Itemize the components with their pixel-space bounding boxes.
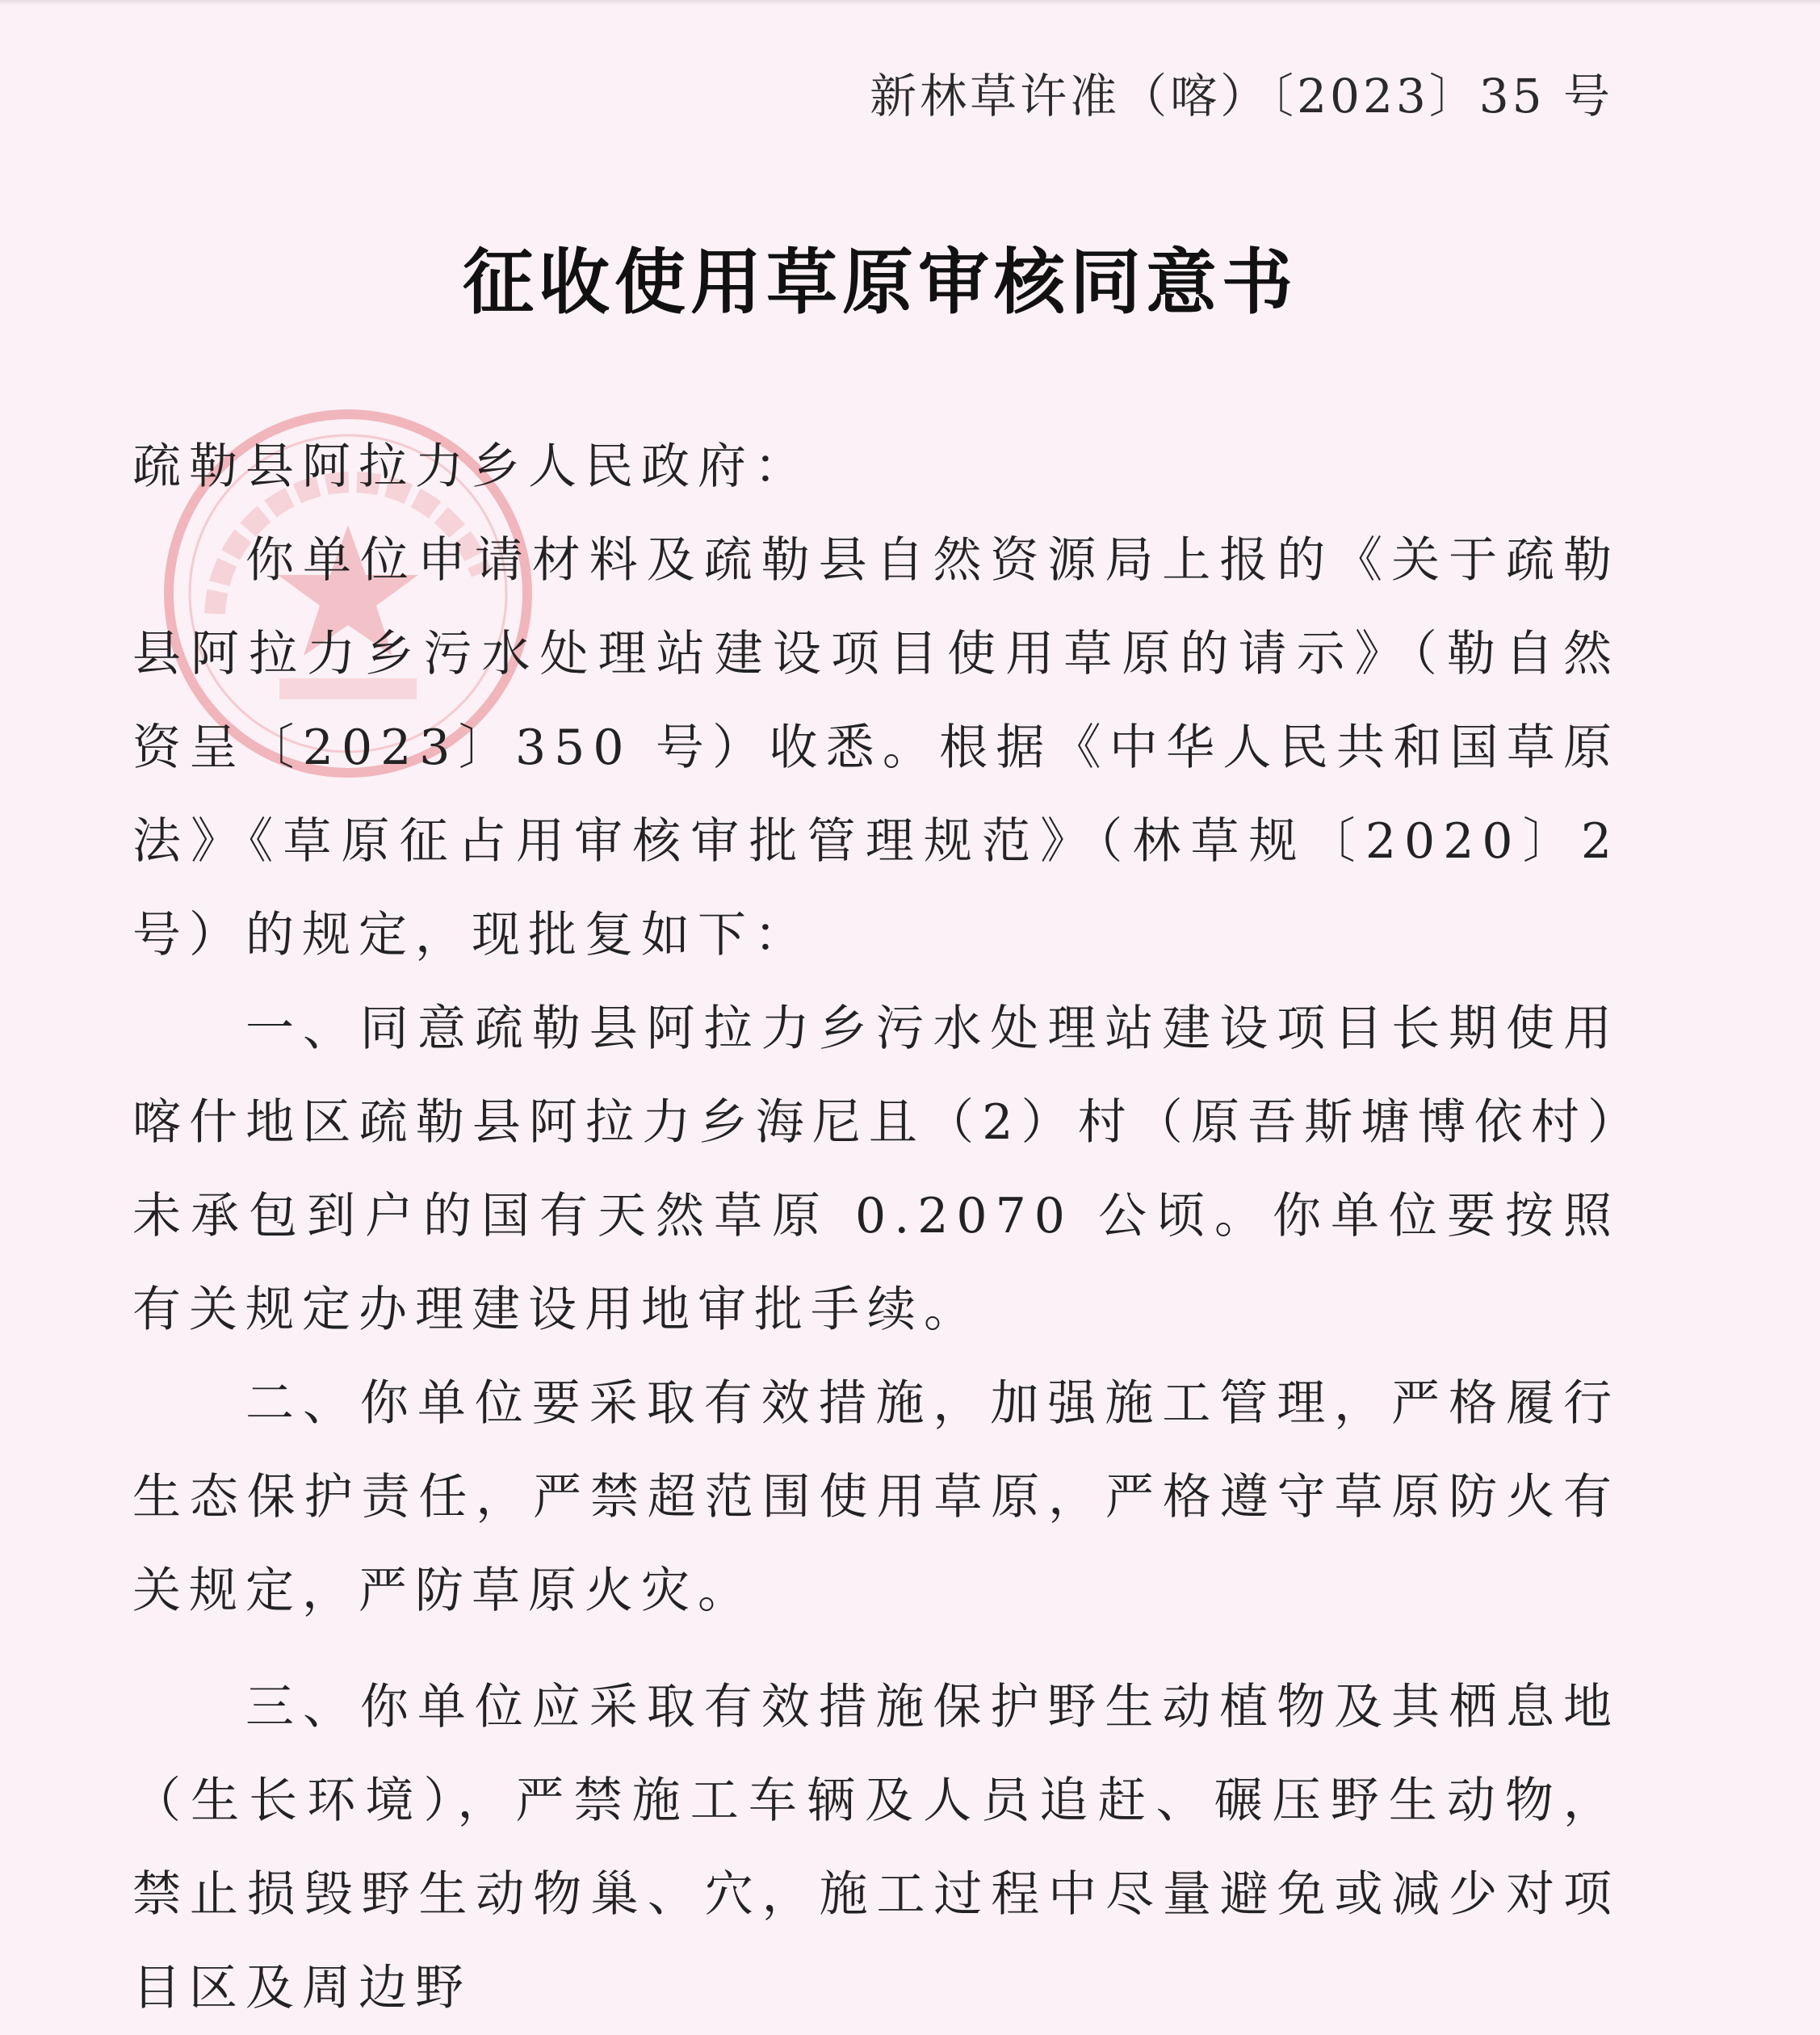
paragraph-item-3: 三、你单位应采取有效措施保护野生动植物及其栖息地（生长环境），严禁施工车辆及人员追赶、碾压野生动物，禁止损毁野生动物巢、穴，施工过程中尽量避免或减少对项目区及周边野 (132, 1679, 1620, 2016)
document-title: 征收使用草原审核同意书 (462, 241, 1298, 324)
paragraph-item-2: 二、你单位要采取有效措施，加强施工管理，严格履行生态保护责任，严禁超范围使用草原，严格遵守草原防火有关规定，严防草原火灾。 (132, 1375, 1620, 1619)
addressee: 疏勒县阿拉力乡人民政府： (132, 438, 811, 495)
document-body (132, 420, 1620, 2035)
scan-edge (0, 0, 1820, 5)
paragraph-intro: 你单位申请材料及疏勒县自然资源局上报的《关于疏勒县阿拉力乡污水处理站建设项目使用草原的请示》（勒自然资呈〔2023〕350 号）收悉。根据《中华人民共和国草原法》《草原征占用审核审批管理规范》（林草规〔2020〕2 号）的规定，现批复如下： (132, 532, 1620, 963)
document-number: 新林草许准（喀）〔2023〕35 号 (870, 69, 1613, 124)
paragraph-item-1: 一、同意疏勒县阿拉力乡污水处理站建设项目长期使用喀什地区疏勒县阿拉力乡海尼且（2）村（原吾斯塘博依村）未承包到户的国有天然草原 0.2070 公顷。你单位要按照有关规定办理建设用地审批手续。 (132, 1001, 1620, 1338)
